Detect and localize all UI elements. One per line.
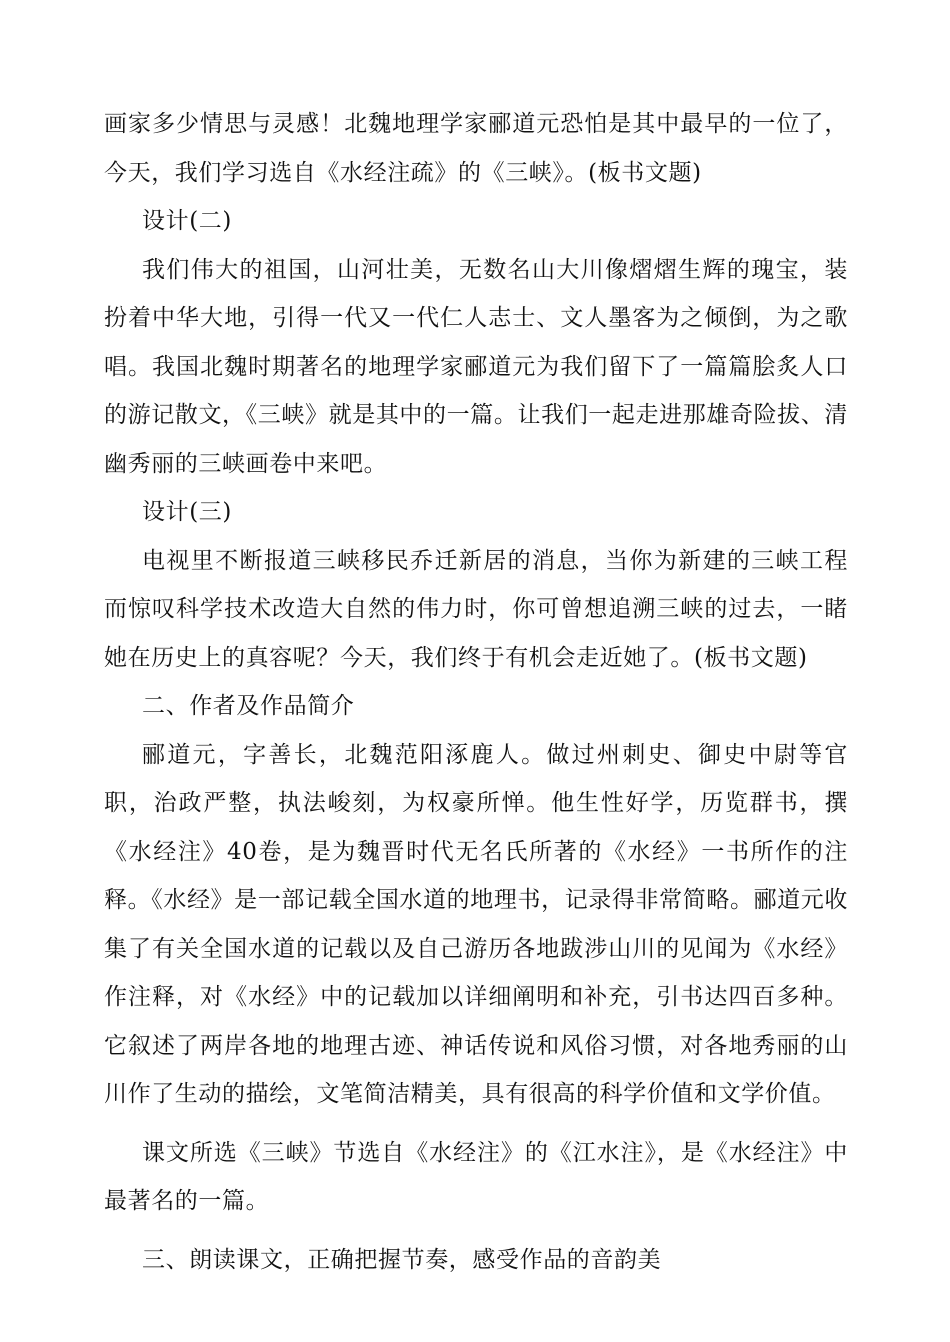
section-heading-reading: 三、朗读课文，正确把握节奏，感受作品的音韵美 xyxy=(142,1246,662,1273)
paragraph-text-selection: 课文所选《三峡》节选自《水经注》的《江水注》，是《水经注》中最著名的一篇。 xyxy=(104,1139,848,1214)
section-heading-author-intro: 二、作者及作品简介 xyxy=(142,693,355,719)
paragraph-design-three: 电视里不断报道三峡移民乔迁新居的消息，当你为新建的三峡工程而惊叹科学技术改造大自然的伟力时，你可曾想追溯三峡的过去，一睹她在历史上的真容呢？今天，我们终于有机会走近她了。(板书文题) xyxy=(104,547,848,671)
document-page xyxy=(104,100,848,1284)
heading-design-three: 设计(三) xyxy=(142,499,232,525)
heading-design-two: 设计(二) xyxy=(142,208,232,234)
paragraph-design-two: 我们伟大的祖国，山河壮美，无数名山大川像熠熠生辉的瑰宝，装扮着中华大地，引得一代又一代仁人志士、文人墨客为之倾倒，为之歌唱。我国北魏时期著名的地理学家郦道元为我们留下了一篇篇脍炙人口的游记散文，《三峡》就是其中的一篇。让我们一起走进那雄奇险拔、清幽秀丽的三峡画卷中来吧。 xyxy=(104,256,848,477)
paragraph-intro-continued: 画家多少情思与灵感！北魏地理学家郦道元恐怕是其中最早的一位了，今天，我们学习选自《水经注疏》的《三峡》。(板书文题) xyxy=(104,111,848,186)
paragraph-author-intro: 郦道元，字善长，北魏范阳涿鹿人。做过州刺史、御史中尉等官职，治政严整，执法峻刻，为权豪所惮。他生性好学，历览群书，撰《水经注》40卷，是为魏晋时代无名氏所著的《水经》一书所作的注释。《水经》是一部记载全国水道的地理书，记录得非常简略。郦道元收集了有关全国水道的记载以及自己游历各地跋涉山川的见闻为《水经》作注释，对《水经》中的记载加以详细阐明和补充，引书达四百多种。它叙述了两岸各地的地理古迹、神话传说和风俗习惯，对各地秀丽的山川作了生动的描绘，文笔简洁精美，具有很高的科学价值和文学价值。 xyxy=(104,741,848,1107)
